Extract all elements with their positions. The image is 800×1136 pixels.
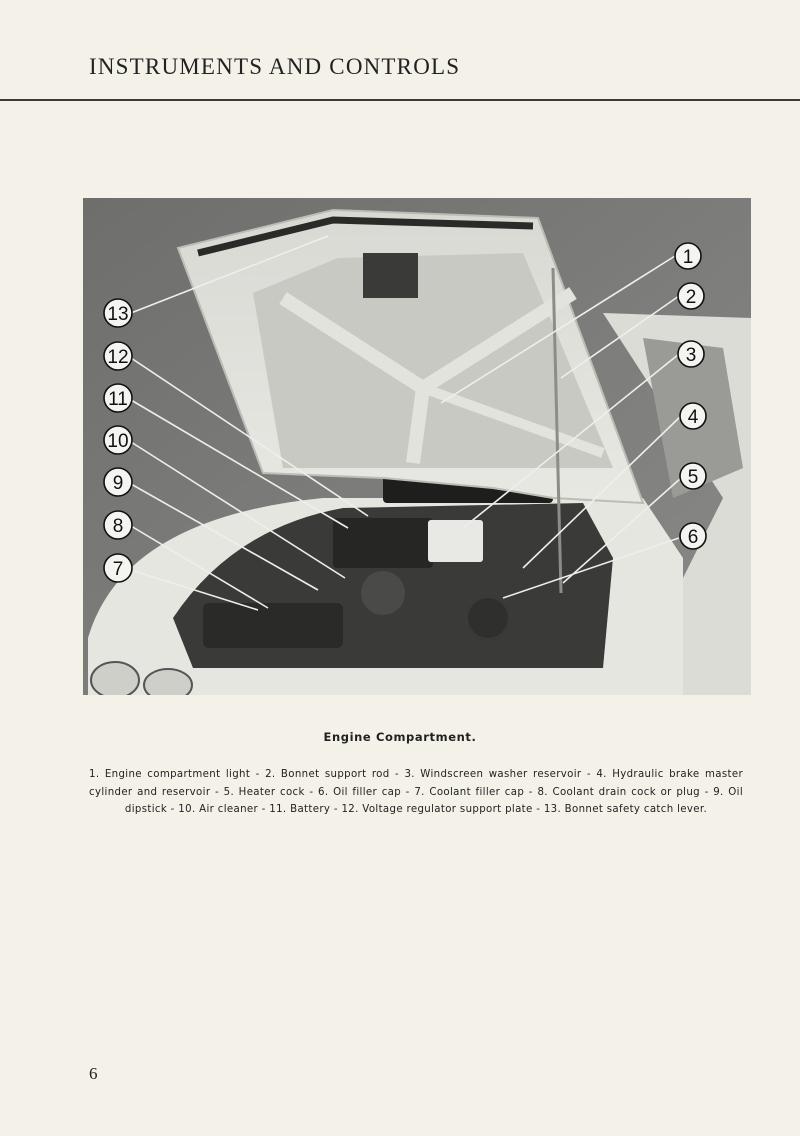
svg-text:13: 13 [107,304,129,325]
callout-11 [104,384,132,412]
svg-text:7: 7 [112,559,124,580]
callout-6 [680,523,706,549]
callout-4 [680,403,706,429]
figure-caption-title: Engine Compartment. [323,730,477,744]
svg-text:4: 4 [687,407,699,428]
callout-1 [675,243,701,269]
page-number: 6 [89,1064,98,1083]
svg-text:6: 6 [687,527,699,548]
page-title: INSTRUMENTS AND CONTROLS [89,54,461,79]
callout-10 [104,426,132,454]
callout-12 [104,342,132,370]
svg-text:11: 11 [108,389,128,410]
header-rule [0,99,800,101]
engine-compartment-photo [83,198,751,695]
svg-text:12: 12 [107,347,129,368]
callout-5 [680,463,706,489]
svg-text:1: 1 [682,247,694,268]
callout-3 [678,341,704,367]
callout-13 [104,299,132,327]
callout-2 [678,283,704,309]
svg-text:5: 5 [687,467,699,488]
svg-text:3: 3 [685,345,697,366]
svg-text:9: 9 [112,473,124,494]
svg-text:8: 8 [112,516,124,537]
callout-7 [104,554,132,582]
svg-text:10: 10 [107,431,129,452]
callout-8 [104,511,132,539]
figure-legend: 1. Engine compartment light - 2. Bonnet support rod - 3. Windscreen washer reservoir - 4. Hydraulic brake master cylinder and reservoir - 5. Heater cock - 6. Oil filler cap - 7. Coolant filler cap - 8. Coolant drain cock or plug - 9. Oil dipstick - 10. Air cleaner - 11. Battery - 12. Voltage regulator support plate - 13. Bonnet safety catch lever. [89,769,743,815]
callout-9 [104,468,132,496]
svg-text:2: 2 [685,287,697,308]
